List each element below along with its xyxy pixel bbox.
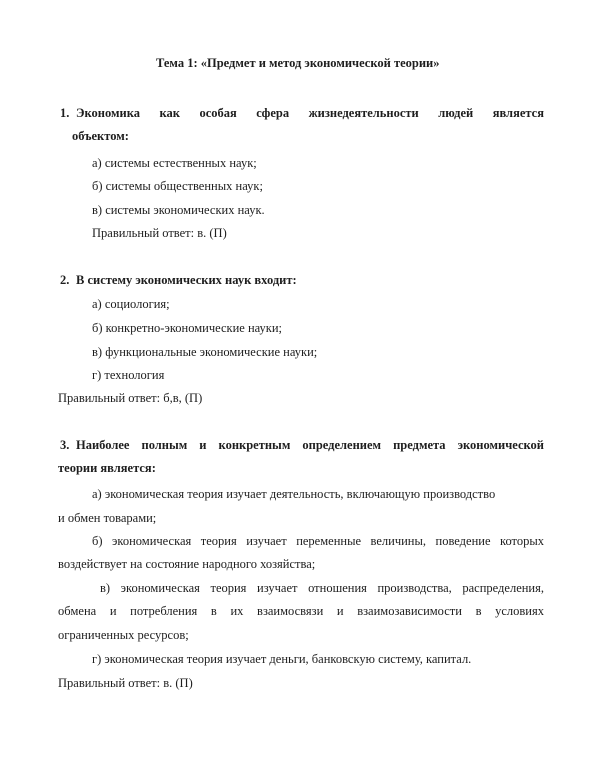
question-3-text-line2: теории является: [58, 461, 156, 475]
question-2-option-b: б) конкретно-экономические науки; [92, 321, 283, 335]
question-1-text-line1: Экономика как особая сфера жизнедеятельности людей является [76, 106, 544, 120]
question-2-option-d: г) технология [92, 368, 165, 382]
question-3-option-b-line2: воздействует на состояние народного хозяйства; [58, 557, 316, 571]
question-3-number: 3. [60, 438, 70, 452]
question-3-option-c-line1: в) экономическая теория изучает отношения производства, распределения, [100, 581, 544, 595]
question-1-text-line2: объектом: [72, 129, 129, 143]
question-3-option-a-line1: а) экономическая теория изучает деятельность, включающую производство [92, 487, 496, 501]
question-1-option-c: в) системы экономических наук. [92, 203, 265, 217]
question-3-option-a-line2: и обмен товарами; [58, 511, 157, 525]
question-3-answer: Правильный ответ: в. (П) [58, 676, 193, 690]
question-2-answer: Правильный ответ: б,в, (П) [58, 391, 203, 405]
question-3-option-b-line1: б) экономическая теория изучает переменные величины, поведение которых [92, 534, 544, 548]
question-1-option-b: б) системы общественных наук; [92, 179, 263, 193]
question-3-option-c-line2: обмена и потребления в их взаимосвязи и взаимозависимости в условиях [58, 604, 544, 618]
question-1-number: 1. [60, 106, 70, 120]
question-2-option-c: в) функциональные экономические науки; [92, 345, 318, 359]
question-3-text-line1: Наиболее полным и конкретным определением предмета экономической [76, 438, 544, 452]
question-2-text-line1: В систему экономических наук входит: [76, 273, 297, 287]
question-2-option-a: а) социология; [92, 297, 170, 311]
page-title: Тема 1: «Предмет и метод экономической теории» [156, 56, 440, 70]
question-1-answer: Правильный ответ: в. (П) [92, 226, 227, 240]
question-1-option-a: а) системы естественных наук; [92, 156, 257, 170]
question-3-option-d: г) экономическая теория изучает деньги, банковскую систему, капитал. [92, 652, 472, 666]
question-3-option-c-line3: ограниченных ресурсов; [58, 628, 189, 642]
question-2-number: 2. [60, 273, 70, 287]
